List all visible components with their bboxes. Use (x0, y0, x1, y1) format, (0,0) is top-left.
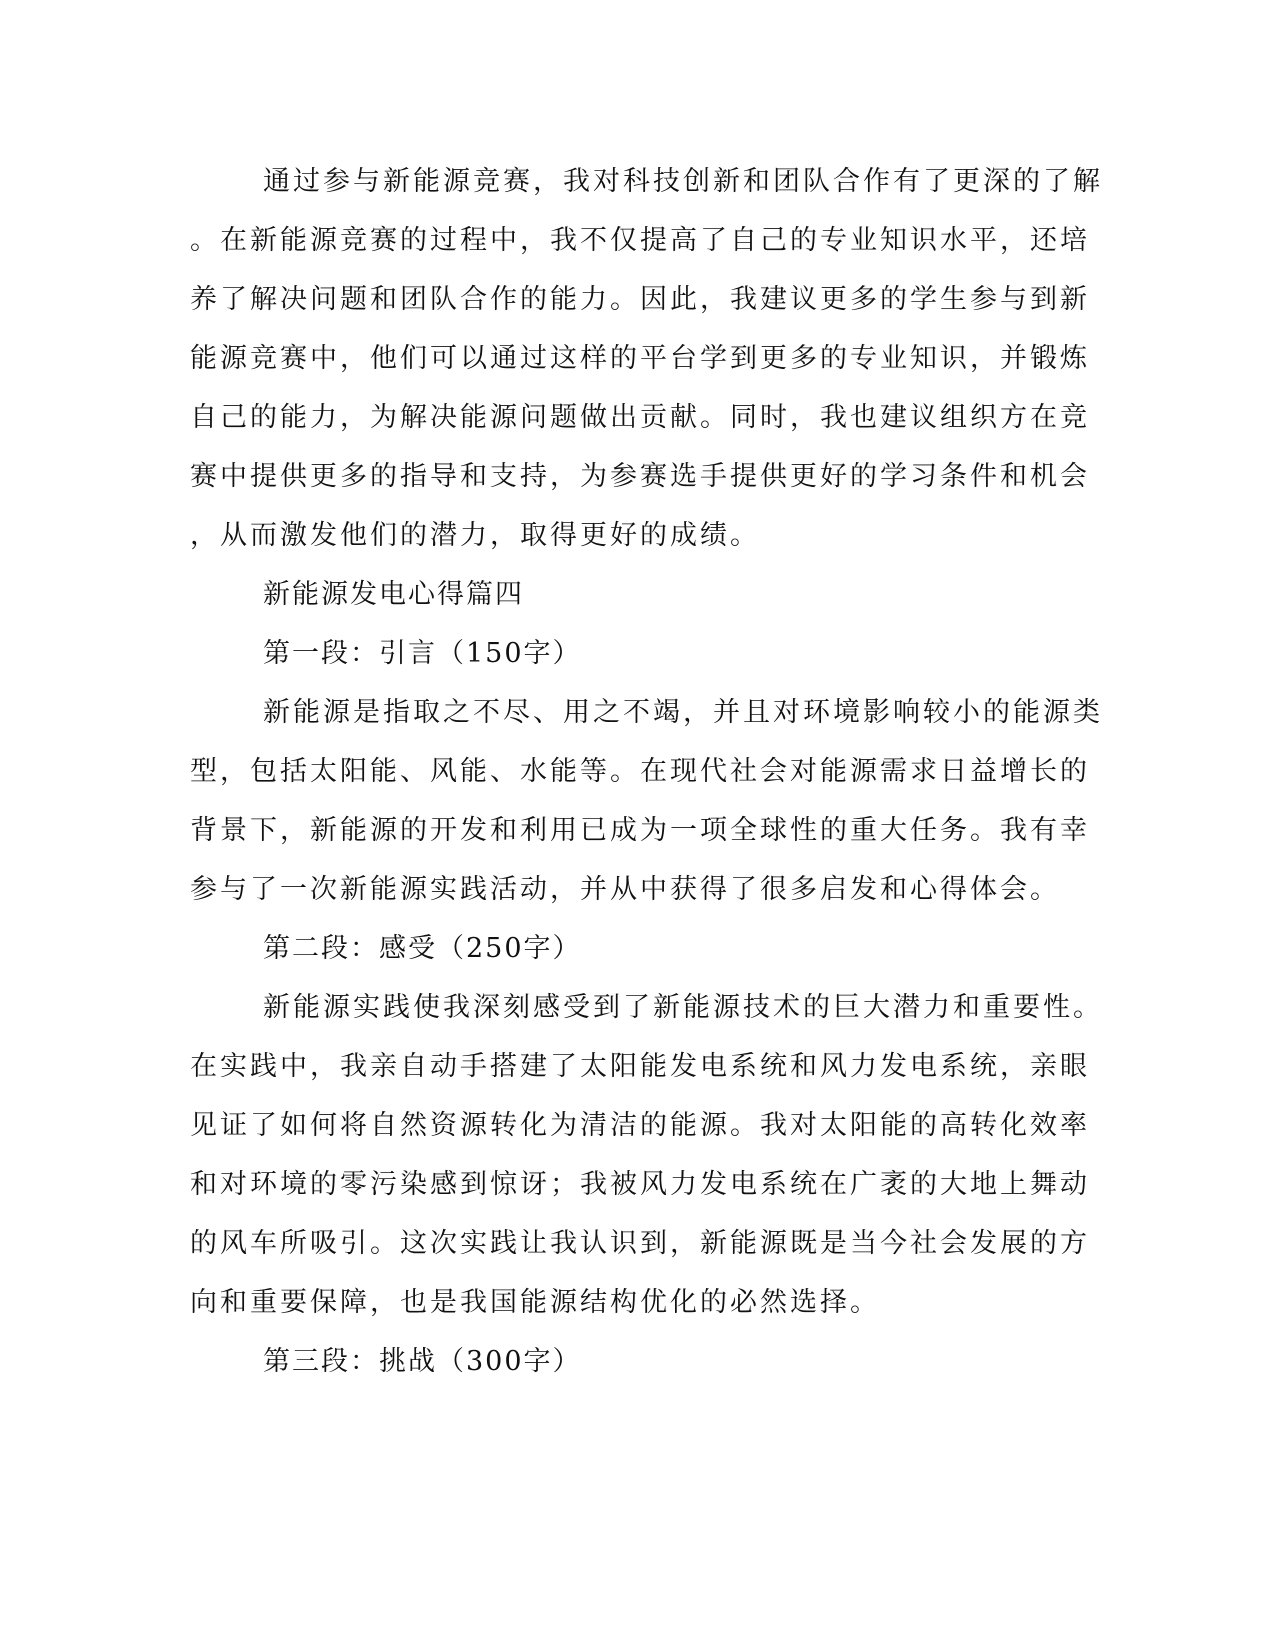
paragraph-line: 新能源是指取之不尽、用之不竭，并且对环境影响较小的能源类 (263, 697, 1103, 728)
paragraph-line: 能源竞赛中，他们可以通过这样的平台学到更多的专业知识，并锻炼 (190, 343, 1090, 374)
section-title: 新能源发电心得篇四 (263, 579, 524, 610)
paragraph-line: 自己的能力，为解决能源问题做出贡献。同时，我也建议组织方在竞 (190, 402, 1090, 433)
paragraph-line: 和对环境的零污染感到惊讶；我被风力发电系统在广袤的大地上舞动 (190, 1169, 1090, 1200)
paragraph-line: 养了解决问题和团队合作的能力。因此，我建议更多的学生参与到新 (190, 284, 1090, 315)
paragraph-line: 的风车所吸引。这次实践让我认识到，新能源既是当今社会发展的方 (190, 1228, 1090, 1259)
paragraph-line: 在实践中，我亲自动手搭建了太阳能发电系统和风力发电系统，亲眼 (190, 1051, 1090, 1082)
paragraph-line: 见证了如何将自然资源转化为清洁的能源。我对太阳能的高转化效率 (190, 1110, 1090, 1141)
paragraph-line: 背景下，新能源的开发和利用已成为一项全球性的重大任务。我有幸 (190, 815, 1090, 846)
paragraph-line: 参与了一次新能源实践活动，并从中获得了很多启发和心得体会。 (190, 874, 1060, 905)
paragraph-line: 通过参与新能源竞赛，我对科技创新和团队合作有了更深的了解 (263, 166, 1103, 197)
paragraph-line: 向和重要保障，也是我国能源结构优化的必然选择。 (190, 1287, 880, 1318)
paragraph-line: 型，包括太阳能、风能、水能等。在现代社会对能源需求日益增长的 (190, 756, 1090, 787)
paragraph-line: 新能源实践使我深刻感受到了新能源技术的巨大潜力和重要性。 (263, 992, 1103, 1023)
section-heading: 第三段：挑战（300字） (263, 1346, 582, 1377)
paragraph-line: 。在新能源竞赛的过程中，我不仅提高了自己的专业知识水平，还培 (190, 225, 1090, 256)
section-heading: 第二段：感受（250字） (263, 933, 582, 964)
paragraph-line: ，从而激发他们的潜力，取得更好的成绩。 (190, 520, 760, 551)
section-heading: 第一段：引言（150字） (263, 638, 582, 669)
paragraph-line: 赛中提供更多的指导和支持，为参赛选手提供更好的学习条件和机会 (190, 461, 1090, 492)
